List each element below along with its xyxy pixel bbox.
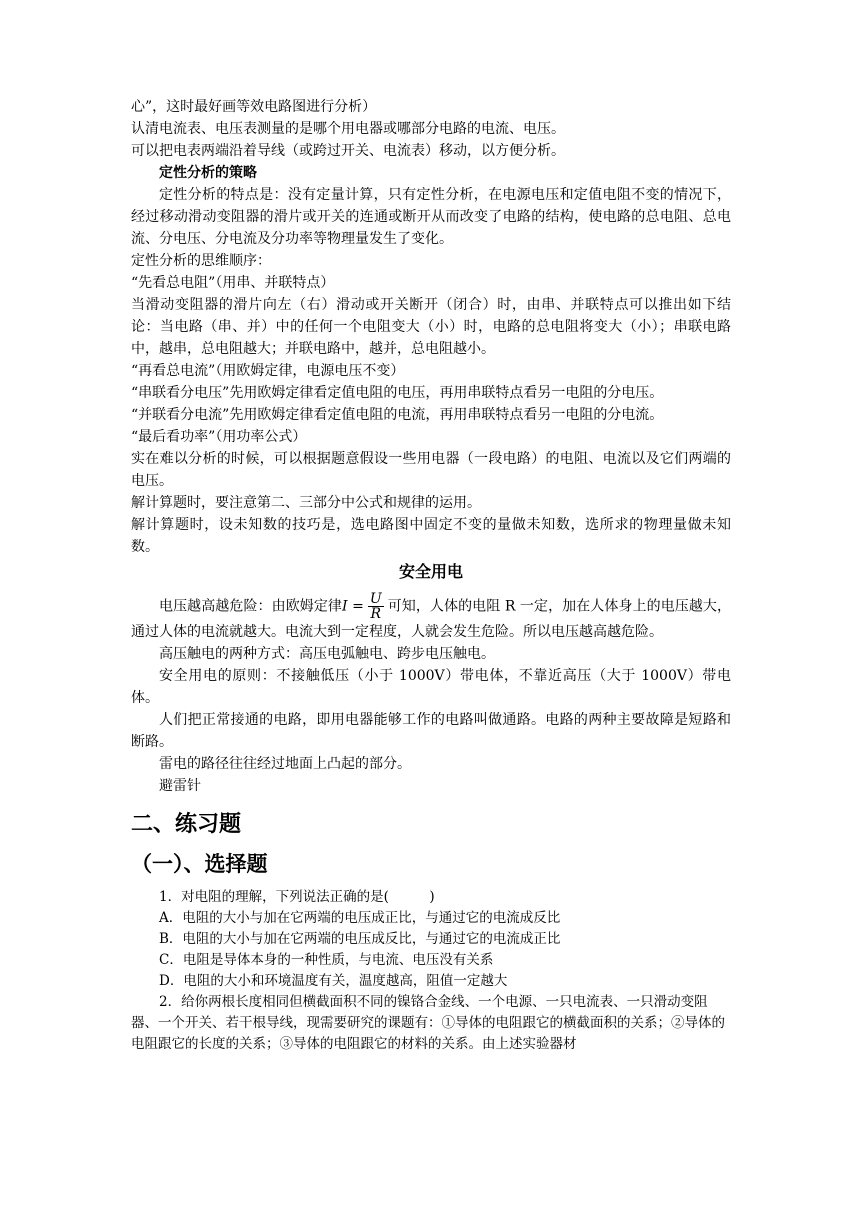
- text-line: 解计算题时，要注意第二、三部分中公式和规律的运用。: [131, 495, 481, 511]
- ohm-law-paragraph: [131, 592, 731, 643]
- text-line: 心”，这时最好画等效电路图进行分析）: [131, 99, 377, 115]
- formula-numerator: U: [369, 591, 382, 607]
- safety-title: 安全用电: [398, 562, 463, 581]
- text-line: 认清电流表、电压表测量的是哪个用电器或哪部分电路的电流、电压。: [131, 121, 565, 137]
- choice-heading: （一）、选择题: [131, 851, 268, 876]
- text-line: 定性分析的思维顺序：: [131, 253, 271, 269]
- safety-paragraph: 安全用电的原则：不接触低压（小于 1000V）带电体，不靠近高压（大于 1000V）带电体。: [131, 668, 731, 706]
- formula-denominator: R: [370, 606, 381, 622]
- safety-paragraph: 避雷针: [159, 778, 201, 794]
- question-option: C．电阻是导体本身的一种性质，与电流、电压没有关系: [159, 952, 494, 968]
- practice-heading: 二、练习题: [131, 811, 242, 837]
- question-option: B．电阻的大小与加在它两端的电压成反比，与通过它的电流成正比: [159, 931, 561, 947]
- text-line: 当滑动变阻器的滑片向左（右）滑动或开关断开（闭合）时，由串、并联特点可以推出如下结论：当电路（串、并）中的任何一个电阻变大（小）时，电路的总电阻将变大（小）；串联电路中，越串，总电阻越大；并联电路中，越并，总电阻越小。: [131, 297, 731, 357]
- question-stem: 2．给你两根长度相同但横截面积不同的镍铬合金线、一个电源、一只电流表、一只滑动变阻器、一个开关、若干根导线，现需要研究的课题有：①导体的电阻跟它的横截面积的关系；②导体的电阻跟它的长度的关系；③导体的电阻跟它的材料的关系。由上述实验器材: [131, 994, 725, 1052]
- question-option: D．电阻的大小和环境温度有关，温度越高，阻值一定越大: [159, 973, 508, 989]
- safety-paragraph: 雷电的路径往往经过地面上凸起的部分。: [159, 756, 411, 772]
- text-line: 实在难以分析的时候，可以根据题意假设一些用电器（一段电路）的电阻、电流以及它们两端的电压。: [131, 451, 731, 489]
- text-line: 可以把电表两端沿着导线（或跨过开关、电流表）移动，以方便分析。: [131, 143, 565, 159]
- formula-fraction: [368, 592, 384, 621]
- question-option: A．电阻的大小与加在它两端的电压成正比，与通过它的电流成反比: [159, 910, 561, 926]
- text-line: “串联看分电压”先用欧姆定律看定值电阻的电压，再用串联特点看另一电阻的分电压。: [131, 385, 664, 401]
- safety-paragraph: 高压触电的两种方式：高压电弧触电、跨步电压触电。: [159, 646, 495, 662]
- formula-lhs: I =: [342, 598, 364, 615]
- text-line: “并联看分电流”先用欧姆定律看定值电阻的电流，再用串联特点看另一电阻的分电流。: [131, 407, 664, 423]
- question-stem: 1．对电阻的理解，下列说法正确的是( ): [159, 889, 435, 905]
- ohm-prefix: 电压越高越危险：由欧姆定律: [159, 598, 343, 615]
- document-page: [131, 96, 731, 1055]
- text-line: “再看总电流”（用欧姆定律，电源电压不变）: [131, 363, 405, 379]
- text-line: “先看总电阻”（用串、并联特点）: [131, 275, 335, 291]
- text-line: 解计算题时，设未知数的技巧是，选电路图中固定不变的量做未知数，选所求的物理量做未知数。: [131, 517, 731, 555]
- text-line: “最后看功率”（用功率公式）: [131, 429, 307, 445]
- ohm-suffix: 可知，人体的电阻 R 一定，加在人体身上的电压越大，通过人体的电流就越大。电流大到一定程度，人就会发生危险。所以电压越高越危险。: [131, 598, 731, 640]
- strategy-paragraph: 定性分析的特点是：没有定量计算，只有定性分析，在电源电压和定值电阻不变的情况下，经过移动滑动变阻器的滑片或开关的连通或断开从而改变了电路的结构，使电路的总电阻、总电流、分电压、分电流及分功率等物理量发生了变化。: [131, 187, 731, 247]
- strategy-heading: 定性分析的策略: [159, 165, 257, 181]
- safety-paragraph: 人们把正常接通的电路，即用电器能够工作的电路叫做通路。电路的两种主要故障是短路和断路。: [131, 712, 731, 750]
